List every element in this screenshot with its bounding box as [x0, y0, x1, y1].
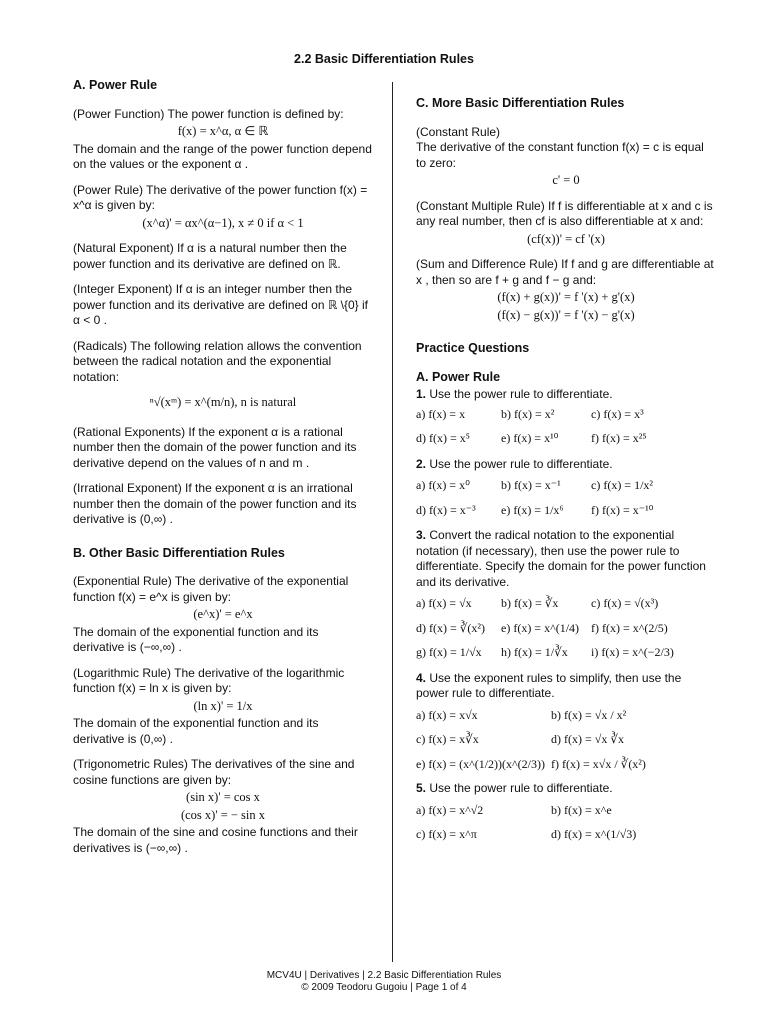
q5-item-a: a) f(x) = x^√2	[416, 802, 484, 817]
question-1-row-2	[416, 431, 716, 447]
question-1-row-1	[416, 407, 716, 423]
q3-item-a: a) f(x) = √x	[416, 596, 472, 610]
q2-item-e: e) f(x) = 1/x⁶	[501, 502, 564, 517]
question-5: 5. Use the power rule to differentiate.	[416, 781, 613, 795]
radicals-eq: ⁿ√(xᵐ) = x^(m/n), n is natural	[149, 395, 297, 409]
q3-item-g: g) f(x) = 1/√x	[416, 645, 482, 659]
heading-practice-power-rule: A. Power Rule	[416, 369, 501, 384]
question-5-row-1	[416, 803, 716, 819]
constant-multiple-text: (Constant Multiple Rule) If f is differentiable at x and c is any real number, then cf is also differentiable at x and:	[416, 198, 713, 228]
question-2-row-1	[416, 478, 716, 494]
question-3-row-2	[416, 621, 716, 637]
q1-item-b: b) f(x) = x²	[501, 406, 555, 421]
question-4-row-3	[416, 757, 716, 773]
q4-item-a: a) f(x) = x√x	[416, 707, 478, 722]
q5-item-b: b) f(x) = x^e	[551, 802, 612, 817]
heading-practice-questions: Practice Questions	[416, 341, 530, 355]
exponential-rule-text: (Exponential Rule) The derivative of the exponential function f(x) = e^x is given by:	[73, 574, 349, 604]
q1-item-d: d) f(x) = x⁵	[416, 431, 470, 445]
power-function-eq: f(x) = x^α, α ∈ ℝ	[177, 124, 269, 138]
right-column	[416, 96, 716, 852]
question-2: 2. Use the power rule to differentiate.	[416, 456, 613, 471]
q4-item-e: e) f(x) = (x^(1/2))(x^(2/3))	[416, 756, 545, 771]
q2-item-b: b) f(x) = x⁻¹	[501, 478, 561, 492]
constant-rule-text: The derivative of the constant function f(x) = c is equal to zero:	[416, 140, 704, 170]
trig-eq-sin: (sin x)' = cos x	[186, 790, 260, 804]
constant-multiple-eq: (cf(x))' = cf '(x)	[527, 231, 605, 246]
power-function-text: (Power Function) The power function is defined by:	[73, 106, 344, 121]
page-footer	[0, 970, 768, 994]
q3-item-i: i) f(x) = x^(−2/3)	[591, 645, 674, 659]
difference-rule-eq: (f(x) − g(x))' = f '(x) − g'(x)	[497, 307, 635, 322]
q3-item-b: b) f(x) = ∛x	[501, 596, 559, 610]
footer-copyright-line: © 2009 Teodoru Gugoiu | Page 1 of 4	[301, 982, 467, 993]
question-3-row-1	[416, 596, 716, 612]
logarithmic-domain-text: The domain of the exponential function and its derivative is (0,∞) .	[73, 716, 319, 746]
domain-text: The domain and the range of the power function depend on the values or the exponent α .	[73, 141, 372, 171]
left-column	[73, 78, 373, 856]
exponential-rule-eq: (e^x)' = e^x	[193, 607, 253, 621]
question-4-row-2	[416, 732, 716, 748]
rational-exponents-text: (Rational Exponents) If the exponent α is a rational number then the domain of the power function and its derivative depend on the values of n and m .	[73, 424, 357, 470]
logarithmic-rule-eq: (ln x)' = 1/x	[193, 698, 253, 713]
q3-item-e: e) f(x) = x^(1/4)	[501, 620, 580, 635]
q1-item-c: c) f(x) = x³	[591, 406, 644, 421]
heading-other-rules: B. Other Basic Differentiation Rules	[73, 545, 285, 560]
irrational-exponent-text: (Irrational Exponent) If the exponent α is an irrational number then the domain of the power function and its derivative is (0,∞) .	[73, 481, 357, 526]
power-rule-eq: (x^α)' = αx^(α−1), x ≠ 0 if α < 1	[142, 215, 304, 230]
q2-item-d: d) f(x) = x⁻³	[416, 502, 476, 517]
q5-item-d: d) f(x) = x^(1/√3)	[551, 827, 637, 841]
q4-item-d: d) f(x) = √x ∛x	[551, 732, 624, 746]
q4-item-c: c) f(x) = x∛x	[416, 732, 479, 746]
question-4-row-1	[416, 708, 716, 724]
question-2-row-2	[416, 503, 716, 519]
q2-item-a: a) f(x) = x⁰	[416, 478, 470, 492]
radicals-text: (Radicals) The following relation allows the convention between the radical notation and the exponential notation:	[73, 338, 362, 384]
q5-item-c: c) f(x) = x^π	[416, 827, 477, 841]
q3-item-h: h) f(x) = 1/∛x	[501, 645, 568, 659]
heading-more-rules: C. More Basic Differentiation Rules	[416, 96, 625, 110]
q4-item-b: b) f(x) = √x / x²	[551, 707, 627, 722]
power-rule-text: (Power Rule) The derivative of the power function f(x) = x^α is given by:	[73, 182, 368, 212]
trig-domain-text: The domain of the sine and cosine functions and their derivatives is (−∞,∞) .	[73, 825, 358, 855]
heading-power-rule: A. Power Rule	[73, 78, 158, 92]
q1-item-a: a) f(x) = x	[416, 406, 466, 421]
q1-item-f: f) f(x) = x²⁵	[591, 431, 647, 445]
q1-item-e: e) f(x) = x¹⁰	[501, 431, 559, 445]
column-divider	[392, 82, 393, 962]
question-5-row-2	[416, 827, 716, 843]
q3-item-d: d) f(x) = ∛(x²)	[416, 620, 485, 635]
q3-item-c: c) f(x) = √(x³)	[591, 596, 659, 610]
q2-item-c: c) f(x) = 1/x²	[591, 478, 654, 492]
page-title: 2.2 Basic Differentiation Rules	[294, 52, 474, 66]
footer-course-line: MCV4U | Derivatives | 2.2 Basic Differentiation Rules	[266, 970, 502, 981]
integer-exponent-text: (Integer Exponent) If α is an integer number then the power function and its derivative are defined on ℝ \{0} if α < 0 .	[73, 282, 369, 327]
sum-rule-eq: (f(x) + g(x))' = f '(x) + g'(x)	[497, 290, 635, 304]
exponential-domain-text: The domain of the exponential function and its derivative is (−∞,∞) .	[73, 624, 319, 654]
q3-item-f: f) f(x) = x^(2/5)	[591, 620, 668, 635]
logarithmic-rule-text: (Logarithmic Rule) The derivative of the logarithmic function f(x) = ln x is given by:	[73, 665, 345, 695]
q2-item-f: f) f(x) = x⁻¹⁰	[591, 502, 654, 517]
question-4: 4. Use the exponent rules to simplify, then use the power rule to differentiate.	[416, 670, 682, 700]
constant-rule-label: (Constant Rule)	[416, 124, 501, 139]
trigonometric-rules-text: (Trigonometric Rules) The derivatives of the sine and cosine functions are given by:	[73, 757, 355, 787]
natural-exponent-text: (Natural Exponent) If α is a natural number then the power function and its derivative are defined on ℝ.	[73, 241, 347, 271]
question-3: 3. Convert the radical notation to the exponential notation (if necessary), then use the power rule to differentiate. Specify the domain for the power function and its derivative.	[416, 528, 706, 589]
question-1: 1. Use the power rule to differentiate.	[416, 387, 613, 401]
question-3-row-3	[416, 645, 716, 661]
sum-difference-text: (Sum and Difference Rule) If f and g are differentiable at x , then so are f + g and f − g and:	[416, 257, 714, 287]
trig-eq-cos: (cos x)' = − sin x	[180, 807, 266, 822]
q4-item-f: f) f(x) = x√x / ∛(x²)	[551, 756, 646, 771]
constant-rule-eq: c' = 0	[552, 173, 580, 187]
